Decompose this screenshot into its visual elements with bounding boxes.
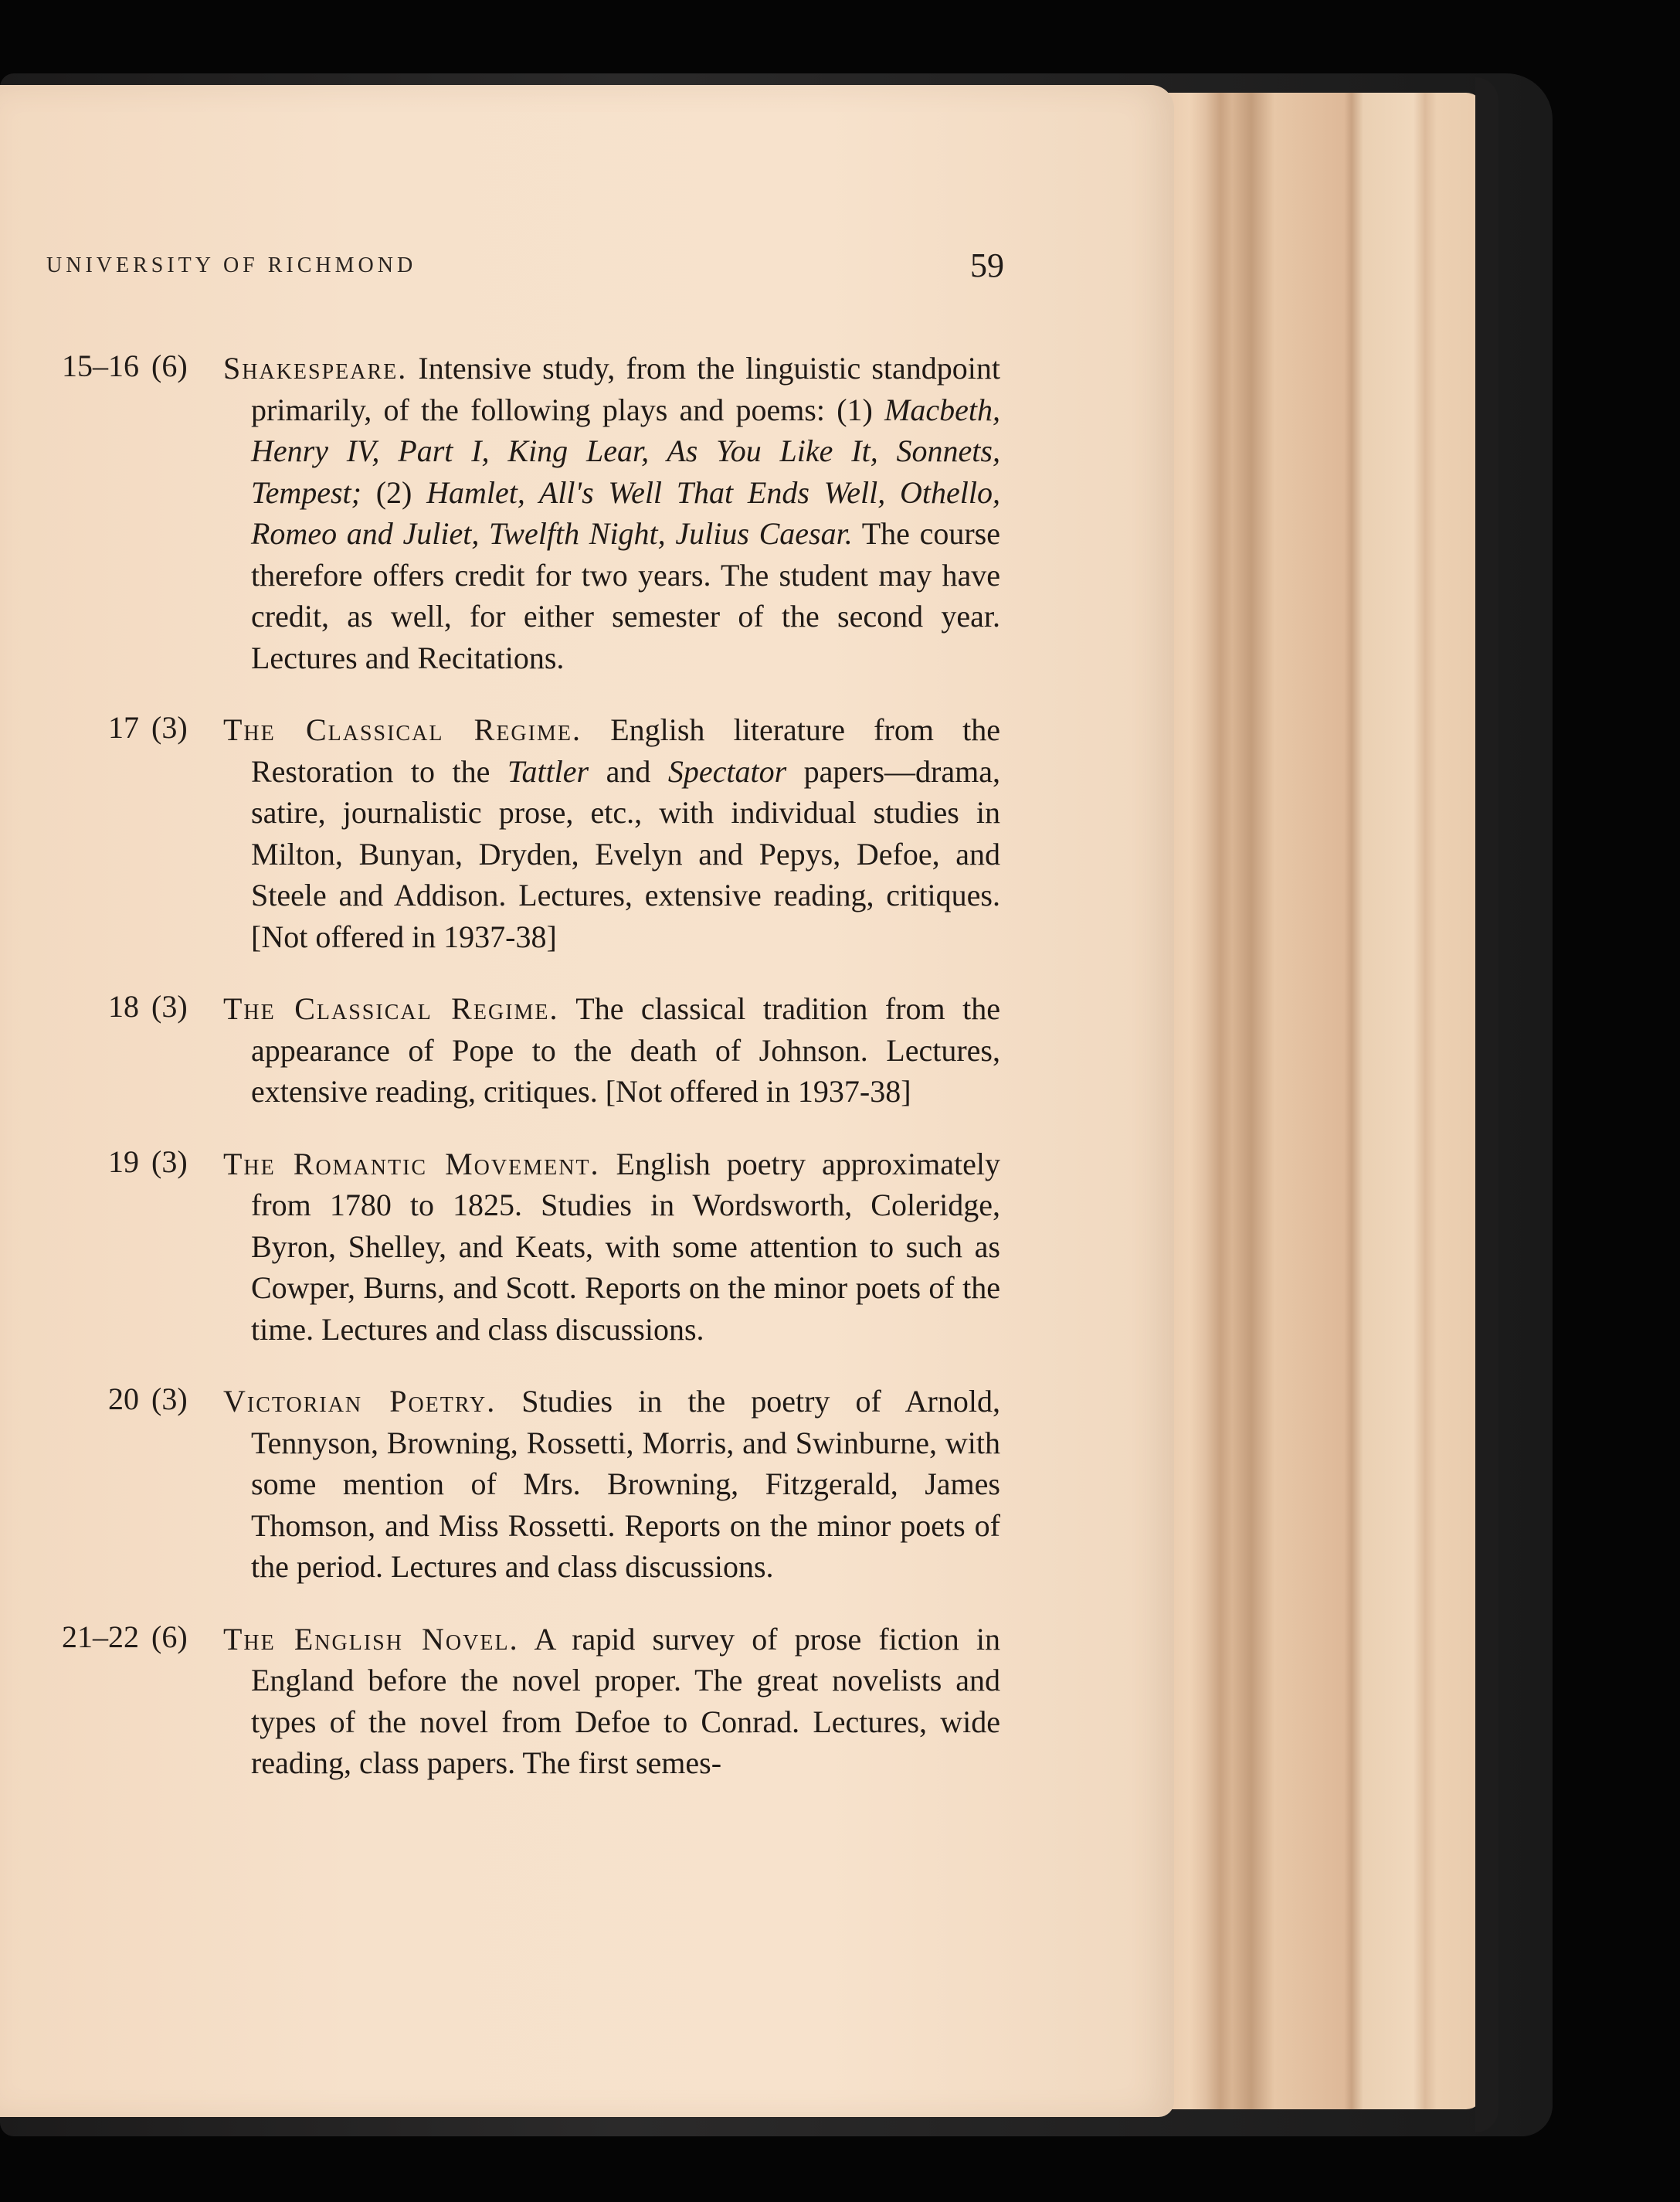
course-description: The English Novel. A rapid survey of prose fiction in England before the novel proper. The great novelists and types of the novel from Defoe to Conrad. Lectures, wide reading, class papers. The first semes- (223, 1621, 1000, 1780)
course-entry (0, 709, 1004, 957)
course-title: The Romantic Movement. (223, 1146, 600, 1181)
course-entry (0, 1619, 1004, 1784)
course-code: 15–16 (62, 348, 139, 383)
course-description: The Romantic Movement. English poetry approximately from 1780 to 1825. Studies in Wordsworth, Coleridge, Byron, Shelley, and Keats, with some attention to such as Cowper, Burns, and Scott. Reports on the minor poets of the time. Lectures and class discussions. (223, 1146, 1000, 1347)
course-code: 20 (108, 1381, 139, 1416)
page-header (46, 246, 1004, 292)
course-code: 18 (108, 989, 139, 1024)
course-credits: (3) (151, 989, 188, 1024)
course-title: The English Novel. (223, 1621, 519, 1657)
course-title: The Classical Regime. (223, 991, 559, 1026)
course-entry (0, 1143, 1004, 1351)
course-list (0, 317, 1004, 1815)
page-number: 59 (970, 246, 1004, 284)
course-number (108, 709, 216, 746)
course-description: Victorian Poetry. Studies in the poetry of Arnold, Tennyson, Browning, Rossetti, Morris, and Swinburne, with some mention of Mrs. Browning, Fitzgerald, James Thomson, and Miss Rossetti. Reports on the minor poets of the period. Lectures and class discussions. (223, 1384, 1000, 1584)
course-number (62, 348, 188, 384)
course-entry (0, 988, 1004, 1113)
course-entry (0, 348, 1004, 678)
page-edges (1159, 93, 1483, 2109)
course-title: Victorian Poetry. (223, 1384, 497, 1419)
course-number (108, 988, 216, 1025)
course-credits: (3) (151, 710, 188, 745)
course-code: 19 (108, 1143, 139, 1179)
course-number (108, 1143, 216, 1180)
course-code: 17 (108, 710, 139, 745)
course-description: The Classical Regime. English literature from the Restoration to the Tattler and Spectator papers—drama, satire, journalistic prose, etc., with individual studies in Milton, Bunyan, Dryden, Evelyn and Pepys, Defoe, and Steele and Addison. Lectures, extensive reading, critiques. [Not offered in 1937-38] (223, 712, 1001, 954)
course-credits: (6) (151, 348, 188, 383)
course-title: The Classical Regime. (223, 712, 582, 747)
course-description: Shakespeare. Intensive study, from the linguistic standpoint primarily, of the following plays and poems: (1) Macbeth, Henry IV, Part I, King Lear, As You Like It, Sonnets, Tempest; (2) Hamlet, All's Well That Ends Well, Othello, Romeo and Juliet, Twelfth Night, Julius Caesar. The course therefore offers credit for two years. The student may have credit, as well, for either semester of the second year. Lectures and Recitations. (223, 351, 1001, 675)
running-head: UNIVERSITY OF RICHMOND (46, 253, 417, 277)
course-entry (0, 1381, 1004, 1588)
course-number (62, 1619, 188, 1655)
course-description: The Classical Regime. The classical tradition from the appearance of Pope to the death of Johnson. Lectures, extensive reading, critiques. [Not offered in 1937-38] (223, 991, 1000, 1109)
course-credits: (6) (151, 1619, 188, 1654)
course-credits: (3) (151, 1143, 188, 1179)
course-title: Shakespeare. (223, 351, 408, 386)
course-credits: (3) (151, 1381, 188, 1416)
course-number (108, 1381, 216, 1417)
course-code: 21–22 (62, 1619, 139, 1654)
